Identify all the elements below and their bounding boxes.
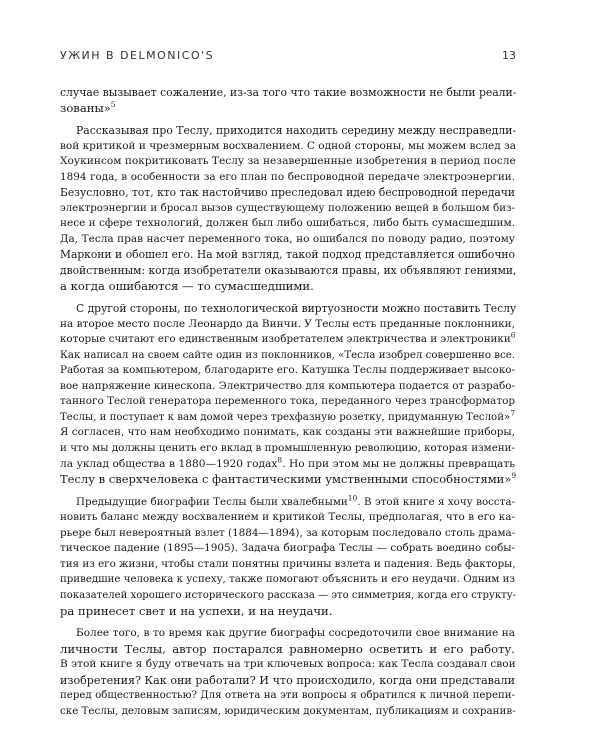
text-line: Рассказывая про Теслу, приходится находить середину между несправедли- bbox=[76, 124, 517, 138]
text-line: тическое падение (1895—1905). Задача биографа Теслы — собрать воедино собы- bbox=[60, 542, 515, 555]
page-header bbox=[60, 49, 516, 65]
text-line: Как написал на своем сайте один из поклонников, «Тесла изобрел совершенно все. bbox=[60, 349, 515, 361]
footnote-ref: 9 bbox=[511, 471, 517, 481]
page-number: 13 bbox=[502, 49, 516, 62]
text-line: двойственным: когда изобретатели оказываются правы, их объявляют гениями, bbox=[60, 264, 517, 278]
text-line: Маркони и обошел его. На мой взгляд, такой подход представляется ошибочно bbox=[60, 248, 515, 262]
text-line: В этой книге я буду отвечать на три ключевых вопроса: как Тесла создавал свои bbox=[60, 658, 516, 671]
footnote-ref: 10 bbox=[347, 493, 358, 503]
text-line: электроэнергии и бросал вызов существующему положению вещей в большом биз- bbox=[60, 202, 515, 214]
text-line: несе и сфере технологий, должен был либо ошибаться, либо быть сумасшедшим. bbox=[60, 217, 515, 230]
running-head: УЖИН В DELMONICO'S bbox=[60, 49, 215, 62]
text-line: новить баланс между восхвалением и критикой Теслы, предполагая, что в его ка- bbox=[60, 511, 515, 524]
text-line: а когда ошибаются — то сумасшедшими. bbox=[60, 278, 314, 293]
text-line: приведшие человека к успеху, также помогают объяснить и его неудачи. Одним из bbox=[60, 574, 515, 586]
text-line: личности Теслы, автор постарался равномерно осветить и его работу. bbox=[60, 641, 515, 656]
footnote-ref: 5 bbox=[110, 99, 116, 109]
text-line: Более того, в то время как другие биографы сосредоточили свое внимание на bbox=[76, 627, 515, 640]
text-line: ла уклад общества в 1880—1920 годах$^8$. Но при этом мы не должны превращать bbox=[60, 455, 515, 470]
text-line: Теслы, и поступает к вам домой через трехфазную розетку, придуманную Теслой»$^7$ bbox=[60, 408, 515, 423]
text-line: Я согласен, что нам необходимо понимать, как созданы эти важнейшие приборы, bbox=[60, 426, 515, 439]
text-line: Безусловно, тот, кто так настойчиво преследовал идею беспроводной передачи bbox=[60, 186, 515, 200]
footnote-ref: 7 bbox=[510, 408, 515, 418]
text-line: и что мы должны ценить его вклад в промышленную революцию, которая измени- bbox=[60, 442, 515, 455]
text-line: случае вызывает сожаление, из-за того что такие возможности не были реали- bbox=[60, 86, 517, 99]
text-line: Да, Тесла прав насчет переменного тока, но ошибался по поводу радио, поэтому bbox=[60, 232, 515, 245]
text-line: танного Теслой генератора переменного тока, переданного через трансформатор bbox=[60, 395, 515, 408]
text-line: ра принесет свет и на успехи, и на неудачи. bbox=[60, 603, 333, 618]
text-line: Предыдущие биографии Теслы были хвалебными$^{10}$. В этой книге я хочу восста- bbox=[76, 493, 515, 508]
text-line: ске Теслы, деловым записям, юридическим документам, публикациям и сохранив- bbox=[60, 704, 516, 717]
text-line: рьере был невероятный взлет (1884—1894), за которым последовало столь драма- bbox=[60, 526, 516, 539]
text-line: которые считают его единственным изобретателем электричества и электроники$^6$ bbox=[60, 330, 516, 346]
text-line: Хоукинсом покритиковать Теслу за незавершенные изобретения в период после bbox=[60, 155, 516, 168]
text-line: показателей хорошего исторического рассказа — это симметрия, когда его структу- bbox=[60, 589, 517, 601]
text-line: вое напряжение кинескопа. Электричество для компьютера подается от разрабо- bbox=[60, 379, 515, 392]
text-line: вой критикой и чрезмерным восхвалением. С одной стороны, мы можем вслед за bbox=[60, 139, 517, 152]
text-line: изобретения? Как они работали? И что происходило, когда они представали bbox=[60, 673, 515, 687]
text-line: тия из его жизни, чтобы стали понятны причины взлета и падения. Ведь факторы, bbox=[60, 557, 516, 570]
footnote-ref: 8 bbox=[277, 455, 283, 465]
footnote-ref: 6 bbox=[510, 330, 516, 340]
body-text bbox=[60, 85, 515, 719]
text-line: на второе место после Леонардо да Винчи. У Теслы есть преданные поклонники, bbox=[60, 317, 515, 330]
text-line: С другой стороны, по технологической виртуозности можно поставить Теслу bbox=[76, 302, 517, 316]
text-line: Теслу в сверхчеловека с фантастическими умственными способностями»$^9$ bbox=[60, 471, 517, 487]
text-line: 1894 года, в особенности за его план по беспроводной передаче электроэнергии. bbox=[60, 170, 515, 183]
text-line: перед общественностью? Для ответа на эти вопросы я обратился к личной перепи- bbox=[60, 690, 515, 702]
text-line: зованы»$^5$ bbox=[60, 99, 116, 115]
text-line: Работая за компьютером, благодарите его. Катушка Теслы поддерживает высоко- bbox=[60, 364, 515, 377]
